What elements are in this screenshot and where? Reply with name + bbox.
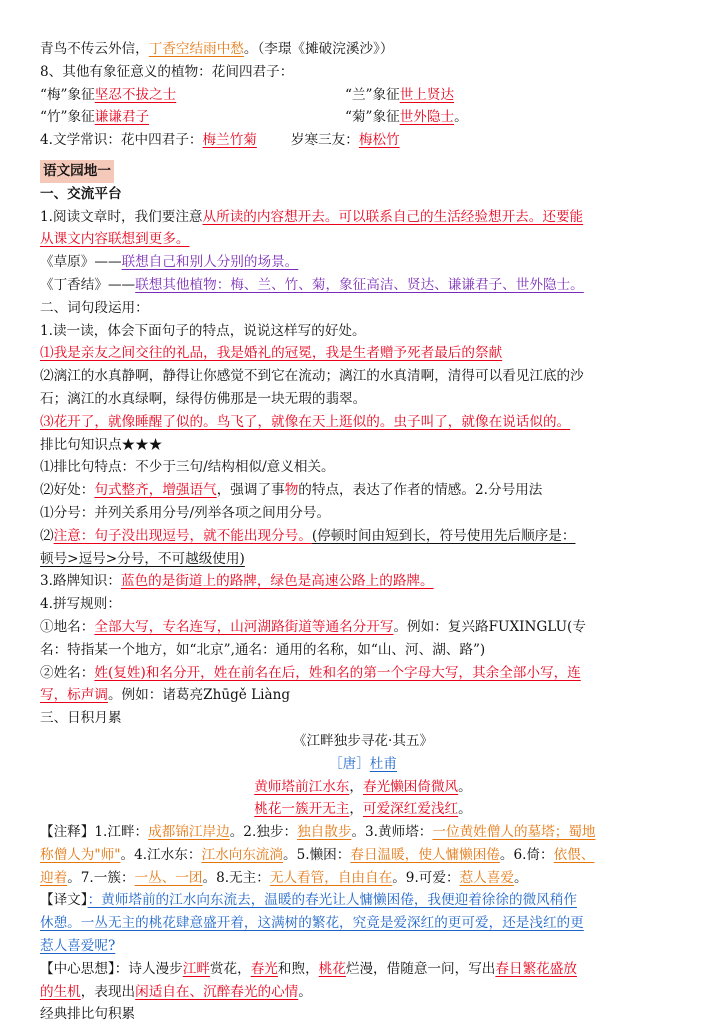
text: ②姓名： bbox=[40, 664, 95, 681]
text: 。7.一簇： bbox=[67, 869, 135, 886]
text: 。例如：复兴路FUXINGLU(专 bbox=[393, 618, 586, 635]
text: 。9.可爱： bbox=[392, 869, 460, 886]
answer: 独自散步 bbox=[297, 824, 352, 841]
classic-parallel-heading: 经典排比句积累 bbox=[40, 1006, 136, 1023]
answer: 江水向东流淌 bbox=[201, 846, 283, 863]
keyword: 的生机 bbox=[40, 983, 81, 1000]
answer: 蓝色的是街道上的路牌，绿色是高速公路上的路牌。 bbox=[120, 573, 434, 590]
dynasty: 唐 bbox=[342, 755, 357, 772]
answer: 成都锦江岸边 bbox=[148, 824, 230, 841]
text: 。（李璟《摊破浣溪沙》） bbox=[243, 41, 394, 57]
text: 1.阅读文章时，我们要注意 bbox=[40, 208, 203, 225]
text: 青鸟不传云外信， bbox=[40, 41, 149, 57]
sentence-2a: ⑵漓江的水真静啊，静得让你感觉不到它在流动；漓江的水真清啊，清得可以看见江底的沙 bbox=[40, 368, 584, 385]
dingxiang-line bbox=[40, 274, 686, 297]
bamboo-chrysanthemum-row bbox=[40, 106, 686, 129]
caoyuan-line bbox=[40, 251, 686, 274]
text: 。 bbox=[454, 109, 468, 126]
answer: 依偎、 bbox=[553, 846, 595, 863]
text: 3.路牌知识： bbox=[40, 573, 121, 590]
text: ：诗人漫步 bbox=[114, 960, 183, 977]
section-tag-label: 语文园地一 bbox=[40, 160, 114, 183]
road-sign bbox=[40, 570, 686, 593]
keyword: 春日繁花盛放 bbox=[495, 960, 577, 977]
text: 和煦， bbox=[277, 960, 319, 977]
question-1: 1.读一读，体会下面句子的特点，说说这样写的好处。 bbox=[40, 322, 366, 339]
text: 1.江畔： bbox=[94, 824, 149, 841]
place-name-1 bbox=[40, 616, 686, 639]
label: 4.文学常识：花中四君子： bbox=[40, 132, 203, 149]
plum-orchid-row bbox=[40, 84, 686, 107]
label: 【中心思想】 bbox=[40, 960, 115, 977]
text: ，强调了事 bbox=[216, 482, 285, 499]
answer: 从课文内容联想到更多。 bbox=[40, 231, 190, 248]
spelling-rules: 4.拼写规则： bbox=[40, 596, 121, 613]
label: “竹”象征 bbox=[40, 109, 95, 126]
central-idea-2 bbox=[40, 981, 686, 1004]
answer: 联想自己和别人分别的场景。 bbox=[121, 254, 299, 271]
answer: 世外隐士 bbox=[399, 109, 455, 126]
notes-line-1 bbox=[40, 821, 686, 844]
reading-tip-1 bbox=[40, 206, 686, 229]
answer: 写，标声调 bbox=[40, 687, 108, 704]
translation-3 bbox=[40, 935, 686, 958]
answer: 世上贤达 bbox=[399, 86, 455, 103]
answer: 句式整齐，增强语气 bbox=[94, 482, 217, 499]
keyword: 春光 bbox=[250, 960, 278, 977]
section-tag bbox=[40, 160, 686, 183]
author: 杜甫 bbox=[369, 755, 397, 772]
text: 《丁香结》—— bbox=[40, 276, 136, 293]
text: 。5.懒困： bbox=[283, 846, 351, 863]
translation: 惹人喜爱呢? bbox=[40, 938, 116, 955]
answer: 姓(复姓)和名分开，姓在前名在后，姓和名的第一个字母大写，其余全部小写，连 bbox=[94, 664, 581, 681]
poem-author bbox=[40, 753, 686, 776]
text: 。 bbox=[458, 778, 472, 795]
answer: 坚忍不拔之士 bbox=[94, 86, 177, 103]
poem-title: 《江畔独步寻花·其五》 bbox=[292, 732, 434, 749]
text: 。6.倚： bbox=[499, 846, 554, 863]
semicolon-1: ⑴分号：并列关系用分号/列举各项之间用分号。 bbox=[40, 504, 331, 521]
literary-knowledge bbox=[40, 129, 686, 152]
text: 。3.黄师塔： bbox=[351, 824, 433, 841]
text: ⑵ bbox=[40, 527, 54, 544]
reading-tip-2 bbox=[40, 228, 686, 251]
answer: 春日温暖，使人慵懒困倦 bbox=[350, 846, 500, 863]
text: 物 bbox=[284, 482, 299, 499]
translation-1 bbox=[40, 889, 686, 912]
text: 赏花， bbox=[209, 960, 251, 977]
document-page bbox=[40, 38, 686, 1026]
label: “兰”象征 bbox=[345, 86, 400, 103]
translation-2: 休憩。一丛无主的桃花肆意盛开着，这满树的繁花，究竟是爱深红的更可爱，还是浅红的更 bbox=[40, 915, 584, 932]
text: 。8.无主： bbox=[202, 869, 270, 886]
sentence-2b: 石；漓江的水真绿啊，绿得仿佛那是一块无瑕的翡翠。 bbox=[40, 390, 367, 407]
keyword: 桃花 bbox=[318, 960, 346, 977]
plants-heading: 8、其他有象征意义的植物：花间四君子： bbox=[40, 63, 294, 80]
text: 。 bbox=[513, 869, 528, 886]
text: 。4.江水东： bbox=[120, 846, 202, 863]
text: ，表现出 bbox=[80, 983, 136, 1000]
label: “梅”象征 bbox=[40, 86, 95, 103]
label: 【译文】 bbox=[40, 892, 88, 909]
label: 【注释】 bbox=[40, 824, 95, 841]
text: ［ bbox=[329, 755, 343, 772]
answer: 梅兰竹菊 bbox=[202, 132, 257, 149]
semicolon-2 bbox=[40, 525, 686, 548]
text: (停顿时间由短到长，符号使用先后顺序是： bbox=[311, 527, 576, 544]
answer: 迎着 bbox=[40, 869, 68, 886]
parallel-benefit bbox=[40, 479, 686, 502]
heading-usage: 二、词句段运用： bbox=[40, 299, 149, 316]
poem-line-2 bbox=[40, 798, 686, 821]
text: ］ bbox=[356, 755, 370, 772]
text: 的特点，表达了作者的情感。2.分号用法 bbox=[298, 482, 543, 499]
text: 。 bbox=[298, 983, 312, 1000]
text: 春光懒困倚微风 bbox=[363, 778, 459, 795]
text: 黄师塔前江水东 bbox=[254, 778, 350, 795]
answer: 惹人喜爱 bbox=[459, 869, 514, 886]
text: 。2.独步： bbox=[229, 824, 298, 841]
keyword: 闲适自在、沉醉春光的心情 bbox=[135, 983, 299, 1000]
text: 桃花一簇开无主 bbox=[254, 801, 350, 818]
text: 。例如：诸葛亮Zhūgě Liàng bbox=[107, 687, 291, 704]
person-name-2 bbox=[40, 684, 686, 707]
text: 顿号>逗号>分号，不可越级使用) bbox=[40, 550, 245, 567]
text: ， bbox=[349, 778, 363, 795]
keyword: 江畔 bbox=[182, 960, 210, 977]
answer: 称僧人为"师" bbox=[40, 846, 121, 863]
answer: 丁香空结雨中愁 bbox=[148, 41, 244, 57]
semicolon-3 bbox=[40, 548, 686, 571]
answer: 一丛、一团 bbox=[134, 869, 203, 886]
answer: 全部大写，专名连写，山河湖路街道等通名分开写 bbox=[94, 618, 394, 635]
notes-line-2 bbox=[40, 844, 686, 867]
text: 《草原》—— bbox=[40, 254, 122, 271]
text: 可爱深红爱浅红 bbox=[363, 801, 459, 818]
answer: 无人看管，自由自在 bbox=[269, 869, 393, 886]
heading-exchange: 一、交流平台 bbox=[40, 185, 122, 202]
answer: 梅松竹 bbox=[358, 132, 400, 149]
answer: 注意：句子没出现逗号，就不能出现分号。 bbox=[53, 527, 312, 544]
text: 。 bbox=[458, 801, 472, 818]
answer: 联想其他植物：梅、兰、竹、菊，象征高洁、贤达、谦谦君子、世外隐士。 bbox=[135, 276, 584, 293]
translation: ：黄师塔前的江水向东流去，温暖的春光让人慵懒困倦，我便迎着徐徐的微风稍作 bbox=[87, 892, 577, 909]
answer: 谦谦君子 bbox=[94, 109, 150, 126]
answer: 一位黄姓僧人的墓塔；蜀地 bbox=[432, 824, 596, 841]
parallel-title: 排比句知识点★★★ bbox=[40, 436, 163, 453]
label: “菊”象征 bbox=[345, 109, 400, 126]
poem-line-reference bbox=[40, 38, 686, 61]
sentence-3: ⑶花开了，就像睡醒了似的。鸟飞了，就像在天上逛似的。虫子叫了，就像在说话似的。 bbox=[40, 413, 571, 430]
text: ， bbox=[349, 801, 363, 818]
text: 烂漫，借随意一问，写出 bbox=[345, 960, 496, 977]
answer: 从所读的内容想开去。可以联系自己的生活经验想开去。还要能 bbox=[202, 208, 584, 225]
poem-line-1 bbox=[40, 776, 686, 799]
heading-accumulate: 三、日积月累 bbox=[40, 710, 122, 727]
text: ⑵好处： bbox=[40, 482, 95, 499]
central-idea-1 bbox=[40, 958, 686, 981]
label: 岁寒三友： bbox=[290, 132, 359, 149]
person-name-1 bbox=[40, 662, 686, 685]
sentence-1: ⑴我是亲友之间交往的礼品，我是婚礼的冠冕，我是生者赠予死者最后的祭献 bbox=[40, 345, 503, 362]
notes-line-3 bbox=[40, 867, 686, 890]
text: ①地名： bbox=[40, 618, 95, 635]
parallel-feature: ⑴排比句特点：不少于三句/结构相似/意义相关。 bbox=[40, 459, 335, 476]
place-name-2: 名：特指某一个地方，如“北京”,通名：通用的名称，如“山、河、湖、路”) bbox=[40, 641, 486, 658]
